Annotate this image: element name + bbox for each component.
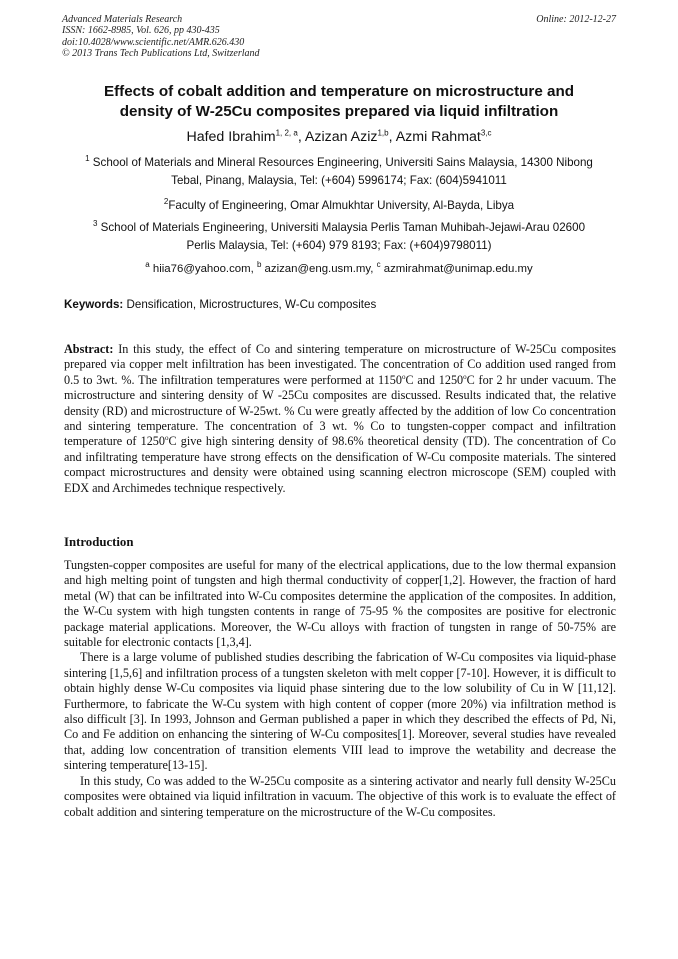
journal-header: [62, 14, 260, 59]
doi-line: doi:10.4028/www.scientific.net/AMR.626.430: [62, 36, 245, 48]
affiliation-line: Tebal, Pinang, Malaysia, Tel: (+604) 5996174; Fax: (604)5941011: [171, 174, 507, 187]
degree-mark: o: [463, 372, 467, 381]
abstract-label: Abstract:: [64, 342, 114, 356]
author-affiliation-mark: 3,c: [480, 128, 492, 138]
email-list: [40, 261, 638, 277]
author-name: Azizan Aziz: [304, 129, 378, 145]
degree-mark: o: [165, 434, 169, 443]
email-address: hiia76@yahoo.com,: [149, 263, 257, 275]
affiliation-line: School of Materials Engineering, Universiti Malaysia Perlis Taman Muhibah-Jejawi-Arau 02600: [97, 221, 586, 234]
email-mark: a: [145, 260, 150, 270]
affiliation-1: [50, 154, 628, 190]
author-separator: ,: [388, 129, 396, 145]
keywords: [64, 297, 616, 313]
paragraph: In this study, Co was added to the W-25Cu composite as a sintering activator and nearly full density W-25Cu composites were obtained via liquid infiltration in vacuum. The objective of this work is to evaluate the effect of cobalt addition and sintering temperature on the microstructure of the W-Cu composites.: [64, 773, 616, 819]
paper-title: [40, 82, 638, 122]
degree-mark: o: [401, 372, 406, 381]
author-affiliation-mark: 1,b: [377, 128, 389, 138]
keywords-text: Densification, Microstructures, W-Cu composites: [123, 298, 377, 311]
keywords-label: Keywords:: [64, 298, 124, 311]
author-list: [40, 128, 638, 146]
affiliation-line: Perlis Malaysia, Tel: (+604) 979 8193; Fax: (+604)9798011): [186, 239, 492, 252]
affiliation-line: School of Materials and Mineral Resources Engineering, Universiti Sains Malaysia, 14300 Nibong: [89, 156, 593, 169]
paragraph: There is a large volume of published studies describing the fabrication of W-Cu composites via liquid-phase sintering [1,5,6] and infiltration process of a tungsten skeleton with melt copper [7-10]. However, it is difficult to obtain highly dense W-Cu composites via liquid phase sintering due to the low solubility of Cu in W [11,12]. Furthermore, to fabricate the W-Cu system with high content of copper (more 20%) via infiltration method is also difficult [3]. In 1993, Johnson and German published a paper in which they described the effects of Pd, Ni, Co and Fe addition on enhancing the sintering of W-Cu composites[1]. Moreover, several studies have revealed that, adding low concentration of transition elements VIII lead to improve the wetability and decrease the sintering temperature[13-15].: [64, 650, 616, 773]
email-mark: b: [256, 260, 262, 270]
abstract-text: In this study, the effect of Co and sintering temperature on microstructure of W-25Cu composites prepared via copper melt infiltration has been investigated. The concentration of Co addition used ranged from 0.5 to 3wt. %. The infiltration temperatures were performed at 1150: [64, 342, 616, 387]
author-name: Azmi Rahmat: [395, 129, 481, 145]
affiliation-2: [50, 197, 628, 215]
author-name: Hafed Ibrahim: [186, 129, 276, 145]
issn-line: ISSN: 1662-8985, Vol. 626, pp 430-435: [62, 25, 220, 37]
copyright-line: © 2013 Trans Tech Publications Ltd, Switzerland: [62, 47, 260, 59]
abstract-text: C and 1250: [405, 372, 464, 387]
title-line-1: Effects of cobalt addition and temperature on microstructure and: [103, 83, 575, 100]
introduction-body: [64, 558, 616, 820]
email-mark: c: [376, 260, 381, 270]
abstract: [64, 342, 616, 496]
paragraph: Tungsten-copper composites are useful for many of the electrical applications, due to the low thermal expansion and high melting point of tungsten and high thermal conductivity of copper[1,2]. However, the fraction of hard metal (W) that can be infiltrated into W-Cu composites determine the application of the composites. In addition, the W-Cu system with high tungsten contents in range of 75-95 % the composites are positive for electronic package material applications. Moreover, the W-Cu alloys with fraction of tungsten in range of 50-75% are suitable for electronic contacts [1,3,4].: [64, 558, 616, 650]
title-line-2: density of W-25Cu composites prepared via liquid infiltration: [119, 103, 559, 120]
affiliation-number: 3: [92, 219, 98, 229]
online-date: Online: 2012-12-27: [536, 14, 616, 25]
affiliation-line: Faculty of Engineering, Omar Almukhtar University, Al-Bayda, Libya: [168, 199, 515, 212]
email-address: azmirahmat@unimap.edu.my: [380, 263, 533, 275]
affiliation-number: 2: [163, 197, 169, 207]
abstract-text: C for 2 hr under vacuum. The microstructure and sintering density of W -25Cu composites are discussed. Results indicated that, the relative density (RD) and microstructure of W-25wt. % Cu were greatly affected by the addition of low Co concentration and sintering temperature. The concentration of 3 wt. % Co to tungsten-copper compact and infiltration temperature of 1250: [64, 372, 616, 449]
abstract-text: C give high sintering density of 98.6% theoretical density (TD). The concentration of Co and infiltrating temperature have strong effects on the densification of W-Cu composite materials. The sintered compact microstructures and density were obtained using scanning electron microscope (SEM) coupled with EDX and Archimedes technique respectively.: [64, 434, 616, 495]
author-affiliation-mark: 1, 2, a: [275, 128, 298, 138]
journal-name: Advanced Materials Research: [62, 14, 183, 25]
affiliation-number: 1: [85, 154, 90, 164]
author-separator: ,: [297, 129, 305, 145]
email-address: azizan@eng.usm.my,: [261, 263, 377, 275]
affiliation-3: [50, 219, 628, 255]
section-heading: Introduction: [64, 535, 134, 549]
